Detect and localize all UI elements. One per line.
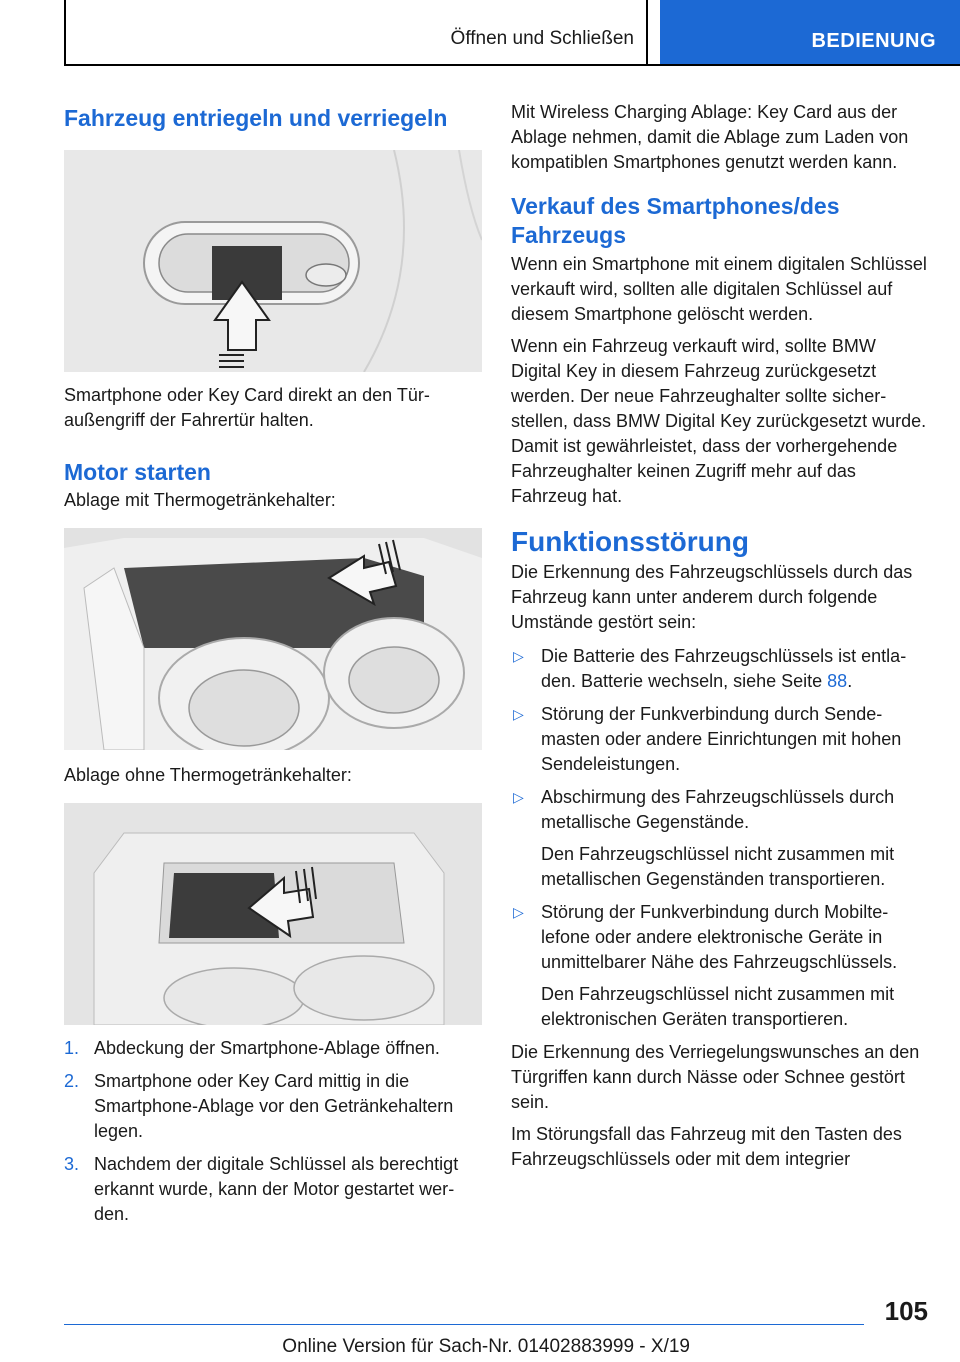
bullet-text: Die Batterie des Fahrzeugschlüssels ist entladen. Batterie wechseln, siehe Seite	[541, 646, 907, 691]
right-paragraph-4: Die Erkennung des Fahrzeugschlüssels durch das Fahrzeug kann unter anderem durch folgende Umstände gestört sein:	[511, 562, 913, 632]
header-chapter-tab	[660, 0, 960, 64]
header-chapter-title: BEDIENUNG	[811, 30, 936, 52]
console-without-thermo-holder-illustration	[64, 803, 482, 1025]
header-section-title: Öffnen und Schließen	[450, 28, 634, 49]
right-paragraph-6: Im Störungsfall das Fahrzeug mit den Tasten des Fahrzeugschlüssels oder mit dem integrier	[511, 1124, 902, 1169]
right-paragraph-3: Wenn ein Fahrzeug verkauft wird, sollte BMW Digital Key in diesem Fahrzeug zurückgesetzt werden. Der neue Fahrzeughalter sollte sicherstellen, dass BMW Digital Key zurückgesetzt wurde. Damit ist gewährleistet, dass der vorhergehende Fahrzeughalter keinen Zugriff mehr auf das Fahrzeug hat.	[511, 336, 927, 506]
list-item	[64, 1069, 482, 1144]
header-rule	[64, 64, 960, 66]
right-paragraph-5: Die Erkennung des Verriegelungswunsches an den Türgriffen kann durch Nässe oder Schnee gestört sein.	[511, 1042, 920, 1112]
list-item	[511, 900, 929, 1032]
step-text: Nachdem der digitale Schlüssel als berechtigt erkannt wurde, kann der Motor gestartet werden.	[94, 1154, 459, 1224]
bullet-text: Störung der Funkverbindung durch Sendemasten oder andere Einrichtungen mit hohen Sendeleistungen.	[541, 704, 902, 774]
heading-unlock-lock: Fahrzeug entriegeln und verriegeln	[64, 105, 448, 131]
door-handle-drawing	[64, 150, 482, 372]
step-text: Smartphone oder Key Card mittig in die Smartphone-Ablage vor den Getränkehaltern legen.	[94, 1071, 454, 1141]
list-item	[64, 1036, 482, 1061]
bullet-subtext: Den Fahrzeugschlüssel nicht zusammen mit elektronischen Geräten transportieren.	[541, 984, 895, 1029]
right-paragraph-1: Mit Wireless Charging Ablage: Key Card aus der Ablage nehmen, damit die Ablage zum Laden von kompatiblen Smartphones genutzt werden kann.	[511, 102, 909, 172]
bullet-subtext: Den Fahrzeugschlüssel nicht zusammen mit metallischen Gegenständen transportieren.	[541, 844, 895, 889]
right-column	[511, 100, 929, 1172]
footer-version-text: Online Version für Sach-Nr. 01402883999 - X/19	[282, 1336, 690, 1357]
bullet-text-end: .	[847, 671, 853, 691]
bullet-text: Störung der Funkverbindung durch Mobiltelefone oder andere elektronische Geräte in unmittelbarer Nähe des Fahrzeugschlüssels.	[541, 902, 898, 972]
console-with-thermo-holder-illustration	[64, 528, 482, 750]
step-number: 3.	[64, 1154, 80, 1174]
step-text: Abdeckung der Smartphone-Ablage öffnen.	[94, 1038, 440, 1058]
list-item	[511, 785, 929, 892]
left-paragraph-1: Smartphone oder Key Card direkt an den Türaußengriff der Fahrertür halten.	[64, 385, 430, 430]
page-reference-link[interactable]: 88	[827, 671, 848, 691]
console-no-thermo-drawing	[64, 803, 482, 1025]
page-number: 105	[884, 1296, 928, 1326]
start-steps-list	[64, 1036, 482, 1227]
left-paragraph-2: Ablage mit Thermogetränkehalter:	[64, 490, 336, 510]
step-number: 2.	[64, 1071, 80, 1091]
bullet-triangle-icon: ▷	[513, 789, 524, 805]
bullet-triangle-icon: ▷	[513, 706, 524, 722]
malfunction-list	[511, 644, 929, 1032]
left-paragraph-3: Ablage ohne Thermogetränkehalter:	[64, 765, 352, 785]
bullet-text: Abschirmung des Fahrzeugschlüssels durch metallische Gegenstände.	[541, 787, 895, 832]
footer-rule	[64, 1324, 864, 1325]
left-column	[64, 100, 482, 1235]
step-number: 1.	[64, 1038, 80, 1058]
heading-malfunction: Funktionsstörung	[511, 526, 749, 557]
list-item	[511, 702, 929, 777]
bullet-triangle-icon: ▷	[513, 904, 524, 920]
console-thermo-drawing	[64, 528, 482, 750]
heading-sale: Verkauf des Smartphones/des Fahrzeugs	[511, 193, 840, 248]
bullet-triangle-icon: ▷	[513, 648, 524, 664]
heading-start-engine: Motor starten	[64, 459, 211, 485]
list-item	[511, 644, 929, 694]
door-handle-illustration	[64, 150, 482, 372]
list-item	[64, 1152, 482, 1227]
right-paragraph-2: Wenn ein Smartphone mit einem digitalen Schlüssel verkauft wird, sollten alle digitalen Schlüssel auf diesem Smartphone gelöscht werden.	[511, 254, 927, 324]
header-section	[64, 0, 648, 64]
